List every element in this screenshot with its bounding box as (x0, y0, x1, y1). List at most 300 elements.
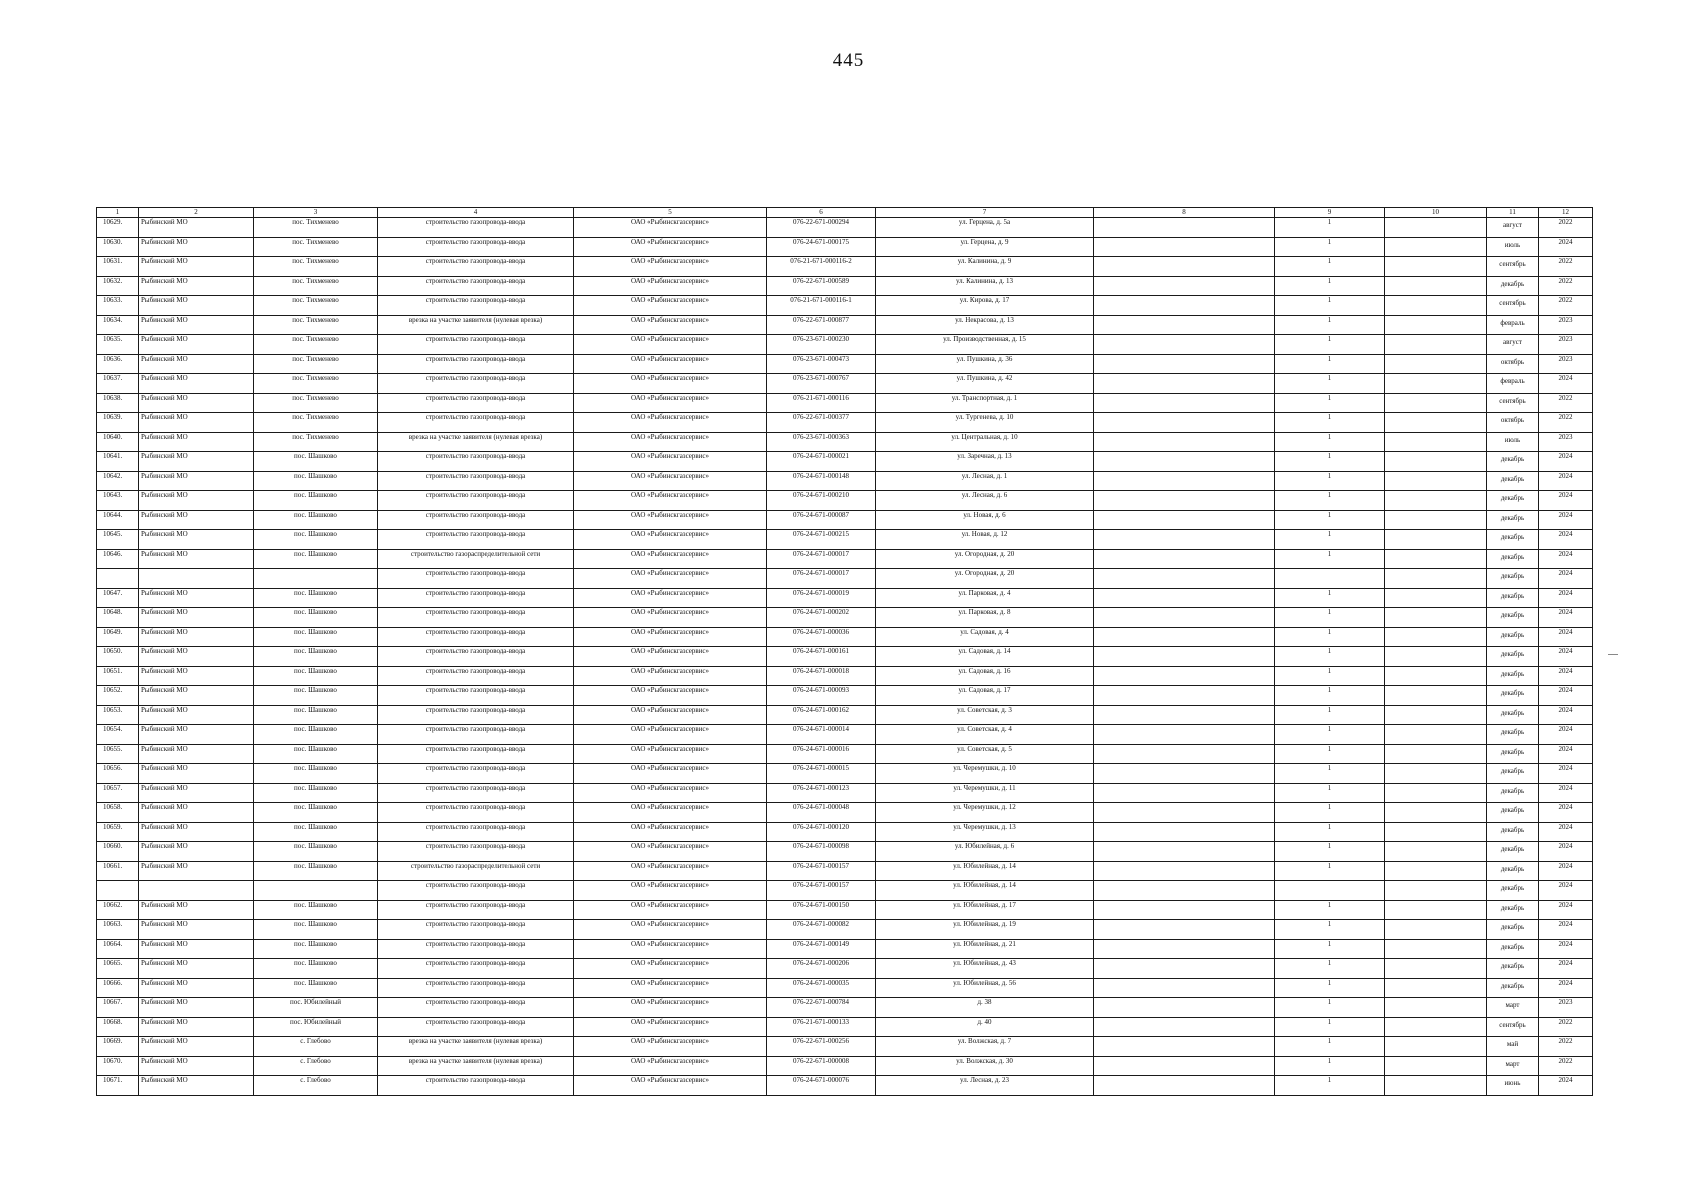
cell-district: Рыбинский МО (139, 393, 254, 413)
cell-code: 076-24-671-000148 (767, 471, 876, 491)
cell-address: ул. Парковая, д. 8 (876, 608, 1094, 628)
cell-col9: 1 (1275, 842, 1385, 862)
cell-number: 10633. (97, 296, 139, 316)
cell-col9: 1 (1275, 920, 1385, 940)
cell-organization: ОАО «Рыбинскгазсервис» (574, 257, 767, 277)
cell-code: 076-22-671-000784 (767, 998, 876, 1018)
table-row (97, 237, 1593, 257)
cell-number: 10634. (97, 315, 139, 335)
cell-month: декабрь (1487, 842, 1539, 862)
cell-col10 (1385, 1017, 1487, 1037)
cell-col8 (1094, 842, 1275, 862)
cell-district: Рыбинский МО (139, 510, 254, 530)
cell-col8 (1094, 627, 1275, 647)
cell-address: ул. Советская, д. 3 (876, 705, 1094, 725)
cell-district: Рыбинский МО (139, 491, 254, 511)
cell-organization: ОАО «Рыбинскгазсервис» (574, 549, 767, 569)
cell-address: ул. Садовая, д. 4 (876, 627, 1094, 647)
cell-settlement: пос. Шашково (254, 608, 378, 628)
cell-year: 2023 (1539, 315, 1593, 335)
cell-month: сентябрь (1487, 296, 1539, 316)
cell-number: 10655. (97, 744, 139, 764)
table-row (97, 413, 1593, 433)
cell-col9: 1 (1275, 686, 1385, 706)
cell-month: сентябрь (1487, 393, 1539, 413)
cell-year: 2024 (1539, 705, 1593, 725)
cell-col10 (1385, 413, 1487, 433)
cell-settlement: пос. Тихменево (254, 432, 378, 452)
cell-month: октябрь (1487, 354, 1539, 374)
cell-district: Рыбинский МО (139, 998, 254, 1018)
cell-organization: ОАО «Рыбинскгазсервис» (574, 920, 767, 940)
cell-number: 10650. (97, 647, 139, 667)
cell-work-type: строительство газопровода-ввода (378, 1017, 574, 1037)
cell-work-type: строительство газопровода-ввода (378, 569, 574, 589)
cell-number: 10644. (97, 510, 139, 530)
cell-district: Рыбинский МО (139, 783, 254, 803)
cell-col9: 1 (1275, 413, 1385, 433)
cell-work-type: строительство газопровода-ввода (378, 822, 574, 842)
cell-col9: 1 (1275, 374, 1385, 394)
cell-col9: 1 (1275, 666, 1385, 686)
cell-year: 2024 (1539, 491, 1593, 511)
cell-settlement: пос. Шашково (254, 530, 378, 550)
cell-work-type: врезка на участке заявителя (нулевая врезка) (378, 1037, 574, 1057)
cell-organization: ОАО «Рыбинскгазсервис» (574, 978, 767, 998)
column-number: 12 (1539, 208, 1593, 218)
column-number: 2 (139, 208, 254, 218)
column-number: 4 (378, 208, 574, 218)
cell-work-type: строительство газопровода-ввода (378, 413, 574, 433)
cell-col8 (1094, 354, 1275, 374)
cell-code: 076-24-671-000036 (767, 627, 876, 647)
cell-district: Рыбинский МО (139, 822, 254, 842)
cell-col8 (1094, 608, 1275, 628)
cell-work-type: строительство газопровода-ввода (378, 237, 574, 257)
cell-district: Рыбинский МО (139, 276, 254, 296)
cell-address: ул. Садовая, д. 16 (876, 666, 1094, 686)
cell-month: декабрь (1487, 725, 1539, 745)
cell-work-type: строительство газопровода-ввода (378, 705, 574, 725)
cell-month: декабрь (1487, 822, 1539, 842)
cell-code: 076-22-671-000877 (767, 315, 876, 335)
cell-col8 (1094, 861, 1275, 881)
cell-col8 (1094, 744, 1275, 764)
cell-district: Рыбинский МО (139, 296, 254, 316)
cell-number: 10651. (97, 666, 139, 686)
cell-year: 2024 (1539, 374, 1593, 394)
cell-organization: ОАО «Рыбинскгазсервис» (574, 822, 767, 842)
cell-year: 2024 (1539, 861, 1593, 881)
cell-organization: ОАО «Рыбинскгазсервис» (574, 1017, 767, 1037)
cell-year: 2024 (1539, 686, 1593, 706)
cell-col9: 1 (1275, 764, 1385, 784)
cell-settlement: пос. Тихменево (254, 374, 378, 394)
cell-col10 (1385, 432, 1487, 452)
cell-col9: 1 (1275, 959, 1385, 979)
cell-district: Рыбинский МО (139, 374, 254, 394)
cell-district: Рыбинский МО (139, 530, 254, 550)
cell-col9 (1275, 569, 1385, 589)
table-row (97, 1076, 1593, 1096)
cell-organization: ОАО «Рыбинскгазсервис» (574, 939, 767, 959)
cell-district: Рыбинский МО (139, 1017, 254, 1037)
cell-month: декабрь (1487, 530, 1539, 550)
cell-col10 (1385, 315, 1487, 335)
cell-settlement: пос. Юбилейный (254, 1017, 378, 1037)
table-row (97, 666, 1593, 686)
cell-organization: ОАО «Рыбинскгазсервис» (574, 354, 767, 374)
cell-organization: ОАО «Рыбинскгазсервис» (574, 510, 767, 530)
cell-address: ул. Юбилейная, д. 14 (876, 881, 1094, 901)
column-number: 11 (1487, 208, 1539, 218)
cell-col9: 1 (1275, 257, 1385, 277)
table-row (97, 725, 1593, 745)
cell-address: ул. Черемушки, д. 12 (876, 803, 1094, 823)
cell-number: 10635. (97, 335, 139, 355)
cell-col10 (1385, 510, 1487, 530)
cell-settlement (254, 881, 378, 901)
cell-work-type: строительство газопровода-ввода (378, 686, 574, 706)
table-row (97, 744, 1593, 764)
cell-settlement (254, 569, 378, 589)
cell-month: декабрь (1487, 588, 1539, 608)
cell-col9: 1 (1275, 491, 1385, 511)
cell-year: 2024 (1539, 725, 1593, 745)
cell-work-type: строительство газопровода-ввода (378, 588, 574, 608)
table-row (97, 491, 1593, 511)
cell-code: 076-24-671-000015 (767, 764, 876, 784)
cell-district: Рыбинский МО (139, 218, 254, 238)
cell-settlement: пос. Шашково (254, 549, 378, 569)
cell-year: 2023 (1539, 432, 1593, 452)
cell-work-type: строительство газопровода-ввода (378, 764, 574, 784)
cell-number: 10643. (97, 491, 139, 511)
cell-year: 2022 (1539, 393, 1593, 413)
cell-col9: 1 (1275, 939, 1385, 959)
cell-address: ул. Огородная, д. 20 (876, 549, 1094, 569)
cell-work-type: строительство газопровода-ввода (378, 471, 574, 491)
cell-col9: 1 (1275, 822, 1385, 842)
cell-col9: 1 (1275, 530, 1385, 550)
cell-organization: ОАО «Рыбинскгазсервис» (574, 315, 767, 335)
cell-organization: ОАО «Рыбинскгазсервис» (574, 842, 767, 862)
table-row (97, 939, 1593, 959)
cell-col8 (1094, 900, 1275, 920)
cell-col10 (1385, 296, 1487, 316)
cell-col10 (1385, 705, 1487, 725)
cell-settlement: пос. Юбилейный (254, 998, 378, 1018)
cell-col8 (1094, 978, 1275, 998)
cell-district (139, 881, 254, 901)
cell-month: декабрь (1487, 666, 1539, 686)
cell-address: ул. Заречная, д. 13 (876, 452, 1094, 472)
cell-col10 (1385, 452, 1487, 472)
cell-month: декабрь (1487, 861, 1539, 881)
cell-address: д. 38 (876, 998, 1094, 1018)
cell-settlement: пос. Шашково (254, 491, 378, 511)
cell-code: 076-24-671-000210 (767, 491, 876, 511)
cell-organization: ОАО «Рыбинскгазсервис» (574, 432, 767, 452)
cell-month: февраль (1487, 315, 1539, 335)
cell-code: 076-24-671-000162 (767, 705, 876, 725)
cell-district: Рыбинский МО (139, 432, 254, 452)
cell-district: Рыбинский МО (139, 452, 254, 472)
cell-code: 076-24-671-000157 (767, 861, 876, 881)
cell-month: сентябрь (1487, 1017, 1539, 1037)
cell-settlement: пос. Шашково (254, 510, 378, 530)
cell-col8 (1094, 237, 1275, 257)
cell-col10 (1385, 647, 1487, 667)
cell-col10 (1385, 842, 1487, 862)
cell-work-type: строительство газораспределительной сети (378, 549, 574, 569)
cell-organization: ОАО «Рыбинскгазсервис» (574, 335, 767, 355)
cell-work-type: строительство газопровода-ввода (378, 881, 574, 901)
cell-settlement: пос. Шашково (254, 939, 378, 959)
cell-col8 (1094, 1076, 1275, 1096)
cell-year: 2024 (1539, 588, 1593, 608)
cell-col9: 1 (1275, 276, 1385, 296)
cell-address: ул. Кирова, д. 17 (876, 296, 1094, 316)
cell-col9: 1 (1275, 549, 1385, 569)
cell-col8 (1094, 783, 1275, 803)
cell-col8 (1094, 588, 1275, 608)
cell-code: 076-24-671-000021 (767, 452, 876, 472)
registry-table (96, 207, 1593, 1096)
table-row (97, 510, 1593, 530)
cell-code: 076-24-671-000098 (767, 842, 876, 862)
cell-address: ул. Юбилейная, д. 19 (876, 920, 1094, 940)
cell-organization: ОАО «Рыбинскгазсервис» (574, 647, 767, 667)
cell-col8 (1094, 666, 1275, 686)
cell-col10 (1385, 257, 1487, 277)
cell-district: Рыбинский МО (139, 471, 254, 491)
cell-organization: ОАО «Рыбинскгазсервис» (574, 959, 767, 979)
cell-number: 10671. (97, 1076, 139, 1096)
cell-year: 2022 (1539, 276, 1593, 296)
cell-district: Рыбинский МО (139, 413, 254, 433)
cell-work-type: строительство газопровода-ввода (378, 783, 574, 803)
cell-organization: ОАО «Рыбинскгазсервис» (574, 218, 767, 238)
cell-col9: 1 (1275, 335, 1385, 355)
cell-code: 076-23-671-000473 (767, 354, 876, 374)
cell-month: декабрь (1487, 900, 1539, 920)
cell-col10 (1385, 530, 1487, 550)
cell-col10 (1385, 744, 1487, 764)
cell-settlement: пос. Тихменево (254, 413, 378, 433)
cell-month: декабрь (1487, 705, 1539, 725)
cell-col10 (1385, 471, 1487, 491)
cell-district: Рыбинский МО (139, 627, 254, 647)
cell-settlement: пос. Шашково (254, 861, 378, 881)
cell-col8 (1094, 315, 1275, 335)
cell-settlement: с. Глебово (254, 1037, 378, 1057)
cell-settlement: пос. Шашково (254, 920, 378, 940)
cell-col8 (1094, 881, 1275, 901)
cell-col10 (1385, 374, 1487, 394)
table-row (97, 881, 1593, 901)
cell-work-type: строительство газопровода-ввода (378, 627, 574, 647)
cell-month: декабрь (1487, 510, 1539, 530)
cell-code: 076-21-671-000116-2 (767, 257, 876, 277)
cell-number: 10641. (97, 452, 139, 472)
cell-address: ул. Герцена, д. 9 (876, 237, 1094, 257)
cell-col10 (1385, 491, 1487, 511)
cell-organization: ОАО «Рыбинскгазсервис» (574, 686, 767, 706)
cell-col9: 1 (1275, 783, 1385, 803)
cell-year: 2024 (1539, 471, 1593, 491)
cell-number: 10649. (97, 627, 139, 647)
table-row (97, 842, 1593, 862)
cell-address: ул. Садовая, д. 17 (876, 686, 1094, 706)
cell-work-type: строительство газопровода-ввода (378, 744, 574, 764)
cell-month: декабрь (1487, 647, 1539, 667)
cell-district: Рыбинский МО (139, 764, 254, 784)
cell-district: Рыбинский МО (139, 315, 254, 335)
cell-settlement: с. Глебово (254, 1076, 378, 1096)
cell-year: 2024 (1539, 569, 1593, 589)
table-row (97, 530, 1593, 550)
table-row (97, 471, 1593, 491)
cell-organization: ОАО «Рыбинскгазсервис» (574, 627, 767, 647)
cell-col10 (1385, 881, 1487, 901)
cell-col8 (1094, 569, 1275, 589)
cell-address: ул. Лесная, д. 23 (876, 1076, 1094, 1096)
table-row (97, 822, 1593, 842)
table-row (97, 315, 1593, 335)
cell-month: декабрь (1487, 627, 1539, 647)
cell-col8 (1094, 998, 1275, 1018)
cell-settlement: пос. Тихменево (254, 335, 378, 355)
cell-address: ул. Центральная, д. 10 (876, 432, 1094, 452)
cell-district: Рыбинский МО (139, 686, 254, 706)
cell-col9: 1 (1275, 237, 1385, 257)
cell-settlement: пос. Шашково (254, 705, 378, 725)
cell-district: Рыбинский МО (139, 744, 254, 764)
cell-address: ул. Пушкина, д. 42 (876, 374, 1094, 394)
cell-month: декабрь (1487, 608, 1539, 628)
cell-year: 2024 (1539, 842, 1593, 862)
cell-organization: ОАО «Рыбинскгазсервис» (574, 374, 767, 394)
cell-col10 (1385, 1076, 1487, 1096)
cell-district: Рыбинский МО (139, 666, 254, 686)
cell-code: 076-24-671-000016 (767, 744, 876, 764)
cell-settlement: пос. Шашково (254, 725, 378, 745)
cell-work-type: строительство газопровода-ввода (378, 354, 574, 374)
cell-col8 (1094, 939, 1275, 959)
cell-year: 2024 (1539, 608, 1593, 628)
cell-col10 (1385, 959, 1487, 979)
cell-district: Рыбинский МО (139, 842, 254, 862)
cell-number: 10665. (97, 959, 139, 979)
cell-col8 (1094, 432, 1275, 452)
cell-col10 (1385, 549, 1487, 569)
cell-district (139, 569, 254, 589)
cell-work-type: строительство газопровода-ввода (378, 998, 574, 1018)
cell-address: ул. Волжская, д. 30 (876, 1056, 1094, 1076)
cell-organization: ОАО «Рыбинскгазсервис» (574, 569, 767, 589)
cell-col10 (1385, 393, 1487, 413)
cell-number: 10648. (97, 608, 139, 628)
cell-col9: 1 (1275, 315, 1385, 335)
cell-work-type: врезка на участке заявителя (нулевая врезка) (378, 315, 574, 335)
cell-number: 10654. (97, 725, 139, 745)
cell-address: ул. Черемушки, д. 13 (876, 822, 1094, 842)
cell-code: 076-24-671-000082 (767, 920, 876, 940)
cell-address: ул. Парковая, д. 4 (876, 588, 1094, 608)
cell-year: 2023 (1539, 998, 1593, 1018)
scan-mark (1608, 654, 1618, 655)
cell-work-type: строительство газопровода-ввода (378, 978, 574, 998)
cell-district: Рыбинский МО (139, 939, 254, 959)
cell-col9: 1 (1275, 608, 1385, 628)
cell-year: 2022 (1539, 218, 1593, 238)
cell-month: декабрь (1487, 803, 1539, 823)
cell-number: 10662. (97, 900, 139, 920)
cell-district: Рыбинский МО (139, 978, 254, 998)
cell-work-type: строительство газопровода-ввода (378, 335, 574, 355)
table-row (97, 374, 1593, 394)
column-number: 8 (1094, 208, 1275, 218)
cell-organization: ОАО «Рыбинскгазсервис» (574, 744, 767, 764)
cell-year: 2024 (1539, 452, 1593, 472)
cell-year: 2024 (1539, 237, 1593, 257)
table-row (97, 764, 1593, 784)
cell-col10 (1385, 237, 1487, 257)
table-row (97, 783, 1593, 803)
cell-address: ул. Волжская, д. 7 (876, 1037, 1094, 1057)
cell-number: 10663. (97, 920, 139, 940)
cell-month: декабрь (1487, 471, 1539, 491)
cell-col10 (1385, 686, 1487, 706)
cell-organization: ОАО «Рыбинскгазсервис» (574, 803, 767, 823)
table-row (97, 920, 1593, 940)
cell-code: 076-24-671-000215 (767, 530, 876, 550)
cell-col8 (1094, 549, 1275, 569)
cell-year: 2024 (1539, 530, 1593, 550)
cell-month: декабрь (1487, 881, 1539, 901)
cell-month: август (1487, 218, 1539, 238)
cell-code: 076-24-671-000087 (767, 510, 876, 530)
cell-address: ул. Советская, д. 5 (876, 744, 1094, 764)
cell-district: Рыбинский МО (139, 1056, 254, 1076)
cell-col9: 1 (1275, 978, 1385, 998)
cell-col10 (1385, 900, 1487, 920)
cell-col8 (1094, 335, 1275, 355)
cell-month: август (1487, 335, 1539, 355)
cell-month: декабрь (1487, 920, 1539, 940)
cell-col8 (1094, 393, 1275, 413)
cell-work-type: строительство газопровода-ввода (378, 374, 574, 394)
cell-code: 076-24-671-000161 (767, 647, 876, 667)
cell-settlement: пос. Тихменево (254, 354, 378, 374)
cell-col8 (1094, 920, 1275, 940)
cell-organization: ОАО «Рыбинскгазсервис» (574, 725, 767, 745)
cell-col8 (1094, 705, 1275, 725)
cell-address: ул. Лесная, д. 6 (876, 491, 1094, 511)
cell-code: 076-24-671-000076 (767, 1076, 876, 1096)
cell-district: Рыбинский МО (139, 608, 254, 628)
cell-col8 (1094, 686, 1275, 706)
cell-settlement: пос. Тихменево (254, 276, 378, 296)
cell-settlement: пос. Шашково (254, 803, 378, 823)
cell-col9: 1 (1275, 432, 1385, 452)
cell-col9: 1 (1275, 296, 1385, 316)
cell-month: декабрь (1487, 783, 1539, 803)
cell-month: декабрь (1487, 978, 1539, 998)
cell-col8 (1094, 959, 1275, 979)
cell-col8 (1094, 822, 1275, 842)
